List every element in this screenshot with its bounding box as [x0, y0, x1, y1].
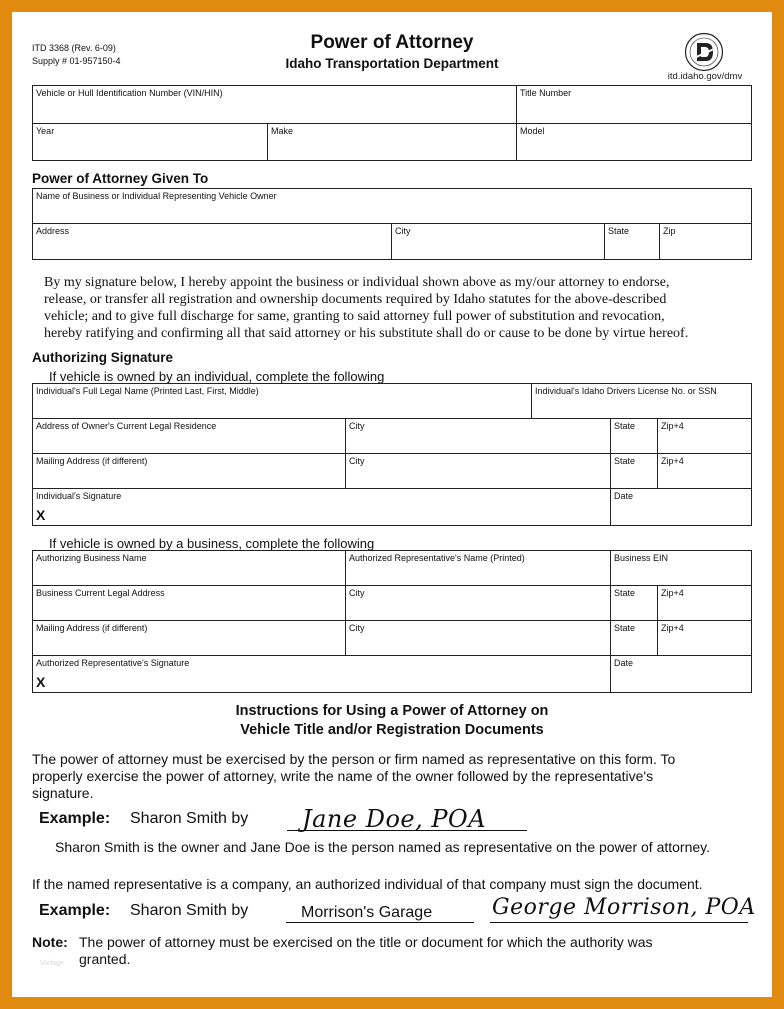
business-date-field[interactable]: [611, 656, 751, 692]
year-label: Year: [36, 126, 55, 136]
individual-name-label: Individual's Full Legal Name (Printed Last, First, Middle): [36, 386, 259, 396]
business-mailing-zip-label: Zip+4: [661, 623, 684, 633]
business-date-label: Date: [614, 658, 634, 668]
individual-signature-label: Individual's Signature: [36, 491, 122, 501]
vin-label: Vehicle or Hull Identification Number (VIN/HIN): [36, 88, 223, 98]
business-mailing-label: Mailing Address (if different): [36, 623, 148, 633]
statement-line: release, or transfer all registration and ownership documents required by Idaho statutes for the above-described: [44, 292, 667, 307]
itd-logo-icon: [684, 32, 724, 72]
title-number-field[interactable]: [517, 86, 751, 124]
vin-field[interactable]: [33, 86, 517, 124]
residence-state-field[interactable]: [611, 419, 658, 454]
instructions-paragraph: [32, 751, 757, 802]
individual-date-field[interactable]: [611, 489, 751, 525]
note-line: granted.: [79, 951, 131, 967]
individual-name-field[interactable]: [33, 384, 532, 419]
statement-line: hereby ratifying and confirming all that said attorney or his substitute shall do or cause to be done by virtue hereof.: [44, 326, 689, 341]
rep-city-label: City: [395, 226, 411, 236]
residence-zip-field[interactable]: [658, 419, 751, 454]
authorizing-signature-heading: Authorizing Signature: [32, 350, 173, 365]
example1-text: Sharon Smith by: [130, 810, 249, 827]
note-line: The power of attorney must be exercised on the title or document for which the authority was: [79, 934, 653, 950]
vehicle-info-grid: [32, 85, 752, 161]
example2-text: Sharon Smith by: [130, 902, 249, 919]
business-mailing-state-label: State: [614, 623, 636, 633]
rep-zip-label: Zip: [663, 226, 676, 236]
business-mailing-city-field[interactable]: [346, 621, 611, 656]
example2-signature: George Morrison, POA: [492, 895, 756, 920]
mailing-zip-field[interactable]: [658, 454, 751, 489]
mailing-city-field[interactable]: [346, 454, 611, 489]
year-field[interactable]: [33, 124, 268, 160]
mailing-zip-label: Zip+4: [661, 456, 684, 466]
given-to-grid: [32, 188, 752, 260]
statement-line: By my signature below, I hereby appoint the business or individual shown above as my/our attorney to endorse,: [44, 275, 670, 290]
residence-city-field[interactable]: [346, 419, 611, 454]
residence-state-label: State: [614, 421, 636, 431]
individual-license-field[interactable]: [532, 384, 751, 419]
individual-signature-field[interactable]: [33, 489, 611, 525]
residence-zip-label: Zip+4: [661, 421, 684, 431]
make-label: Make: [271, 126, 294, 136]
watermark: Vorlage: [40, 960, 64, 967]
rep-city-field[interactable]: [392, 224, 605, 259]
form-page: [12, 12, 772, 997]
instructions-heading-line1: Instructions for Using a Power of Attorney on: [235, 703, 549, 719]
individual-license-label: Individual's Idaho Drivers License No. or SSN: [535, 386, 717, 396]
representative-name-field[interactable]: [33, 189, 751, 224]
paragraph-line: signature.: [32, 785, 94, 801]
supply-number: Supply # 01-957150-4: [32, 56, 121, 66]
website-link[interactable]: itd.idaho.gov/dmv: [667, 71, 743, 82]
business-address-label: Business Current Legal Address: [36, 588, 165, 598]
individual-owner-grid: [32, 383, 752, 526]
example2-label: Example:: [39, 902, 111, 919]
paragraph-line: The power of attorney must be exercised by the person or firm named as representative on this form. To: [32, 751, 676, 767]
example2-company: Morrison's Garage: [301, 904, 433, 921]
signature-x-mark: X: [36, 507, 46, 523]
business-state-label: State: [614, 588, 636, 598]
example1-signature: Jane Doe, POA: [302, 805, 487, 833]
residence-city-label: City: [349, 421, 365, 431]
business-mailing-zip-field[interactable]: [658, 621, 751, 656]
page-subtitle: Idaho Transportation Department: [285, 56, 499, 71]
mailing-address-label: Mailing Address (if different): [36, 456, 148, 466]
rep-signature-label: Authorized Representative's Signature: [36, 658, 190, 668]
mailing-state-field[interactable]: [611, 454, 658, 489]
given-to-heading: Power of Attorney Given To: [32, 171, 209, 186]
example1-label: Example:: [39, 810, 111, 827]
rep-printed-name-field[interactable]: [346, 551, 611, 586]
representative-name-label: Name of Business or Individual Representing Vehicle Owner: [36, 191, 277, 201]
mailing-state-label: State: [614, 456, 636, 466]
rep-zip-field[interactable]: [660, 224, 751, 259]
note-text: [79, 934, 759, 968]
mailing-city-label: City: [349, 456, 365, 466]
model-label: Model: [520, 126, 545, 136]
business-mailing-field[interactable]: [33, 621, 346, 656]
rep-address-label: Address: [36, 226, 70, 236]
statement-line: vehicle; and to give full discharge for same, granting to said attorney full power of substitution and revocation,: [44, 309, 665, 324]
business-ein-field[interactable]: [611, 551, 751, 586]
form-id-line: ITD 3368 (Rev. 6-09): [32, 43, 116, 53]
note-label: Note:: [32, 934, 68, 950]
appointment-statement: [44, 274, 759, 342]
business-owner-grid: [32, 550, 752, 693]
business-ein-label: Business EIN: [614, 553, 669, 563]
business-zip-field[interactable]: [658, 586, 751, 621]
instructions-heading-line2: Vehicle Title and/or Registration Documents: [240, 722, 544, 738]
business-mailing-city-label: City: [349, 623, 365, 633]
business-name-label: Authorizing Business Name: [36, 553, 147, 563]
rep-state-field[interactable]: [605, 224, 660, 259]
business-address-field[interactable]: [33, 586, 346, 621]
individual-date-label: Date: [614, 491, 634, 501]
company-paragraph: If the named representative is a company, an authorized individual of that company must sign the document.: [32, 876, 703, 892]
rep-signature-field[interactable]: [33, 656, 611, 692]
example2-signature-line: [490, 921, 748, 923]
business-state-field[interactable]: [611, 586, 658, 621]
business-mailing-state-field[interactable]: [611, 621, 658, 656]
business-intro: If vehicle is owned by a business, complete the following: [49, 536, 375, 551]
instructions-heading: [12, 702, 772, 740]
page-title: Power of Attorney: [310, 32, 474, 53]
business-city-label: City: [349, 588, 365, 598]
model-field[interactable]: [517, 124, 751, 160]
individual-intro: If vehicle is owned by an individual, complete the following: [49, 369, 385, 384]
title-number-label: Title Number: [520, 88, 572, 98]
business-city-field[interactable]: [346, 586, 611, 621]
make-field[interactable]: [268, 124, 517, 160]
residence-address-label: Address of Owner's Current Legal Residence: [36, 421, 217, 431]
rep-state-label: State: [608, 226, 630, 236]
signature-x-mark: X: [36, 674, 46, 690]
rep-address-field[interactable]: [33, 224, 392, 259]
residence-address-field[interactable]: [33, 419, 346, 454]
example1-note: Sharon Smith is the owner and Jane Doe is the person named as representative on the power of attorney.: [55, 839, 711, 855]
mailing-address-field[interactable]: [33, 454, 346, 489]
business-name-field[interactable]: [33, 551, 346, 586]
business-zip-label: Zip+4: [661, 588, 684, 598]
rep-printed-name-label: Authorized Representative's Name (Printed): [349, 553, 525, 563]
paragraph-line: properly exercise the power of attorney, write the name of the owner followed by the representative's: [32, 768, 654, 784]
